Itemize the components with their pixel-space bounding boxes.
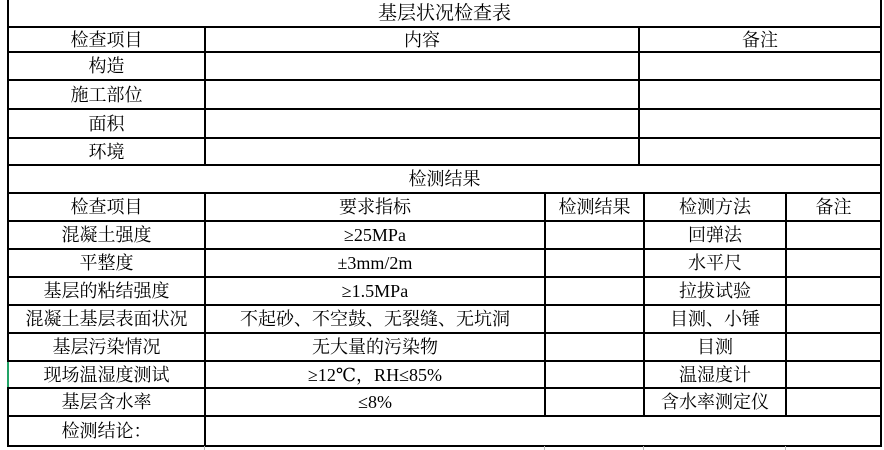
contamination-item-cell[interactable]: 基层污染情况: [9, 334, 206, 360]
concrete-strength-note-cell[interactable]: [787, 222, 880, 248]
structure-note-cell[interactable]: [640, 53, 880, 79]
row-bond-strength: [9, 278, 880, 306]
location-content-cell[interactable]: [206, 81, 640, 108]
bond-strength-method-cell[interactable]: 拉拔试验: [645, 278, 787, 304]
conclusion-row: [9, 417, 880, 445]
bond-strength-result-cell[interactable]: [546, 278, 645, 304]
structure-label-cell[interactable]: 构造: [9, 53, 206, 79]
flatness-spec-cell[interactable]: ±3mm/2m: [206, 250, 546, 276]
concrete-strength-result-cell[interactable]: [546, 222, 645, 248]
row-contamination: [9, 334, 880, 362]
row-surface-condition: [9, 306, 880, 334]
surface-condition-method-cell[interactable]: 目测、小锤: [645, 306, 787, 332]
contamination-note-cell[interactable]: [787, 334, 880, 360]
temp-humidity-note-cell[interactable]: [787, 362, 880, 387]
upper-header-item-cell[interactable]: 检查项目: [9, 28, 206, 51]
flatness-item-cell[interactable]: 平整度: [9, 250, 206, 276]
environment-label-cell[interactable]: 环境: [9, 139, 206, 164]
form-title-cell[interactable]: 基层状况检查表: [377, 2, 511, 24]
area-content-cell[interactable]: [206, 110, 640, 137]
section-header-row: [9, 166, 880, 194]
active-cell-indicator: [7, 362, 9, 387]
concrete-strength-spec-cell[interactable]: ≥25MPa: [206, 222, 546, 248]
temp-humidity-result-cell[interactable]: [546, 362, 645, 387]
row-flatness: [9, 250, 880, 278]
moisture-item-cell[interactable]: 基层含水率: [9, 389, 206, 415]
temp-humidity-method-cell[interactable]: 温湿度计: [645, 362, 787, 387]
lower-header-note-cell[interactable]: 备注: [815, 197, 852, 217]
lower-header-spec-cell[interactable]: 要求指标: [206, 194, 546, 220]
bond-strength-item-cell[interactable]: 基层的粘结强度: [9, 278, 206, 304]
location-label-cell[interactable]: 施工部位: [9, 81, 206, 108]
inspection-form-table: [7, 0, 882, 447]
flatness-note-cell[interactable]: [787, 250, 880, 276]
temp-humidity-spec-cell[interactable]: ≥12℃，RH≤85%: [206, 362, 546, 387]
upper-row-environment: [9, 139, 880, 166]
upper-row-location: [9, 81, 880, 110]
row-temp-humidity: [9, 362, 880, 389]
environment-content-cell[interactable]: [206, 139, 640, 164]
conclusion-value-cell[interactable]: [206, 417, 880, 445]
concrete-strength-item-cell[interactable]: 混凝土强度: [9, 222, 206, 248]
upper-header-note-cell[interactable]: 备注: [742, 29, 778, 50]
surface-condition-item-cell[interactable]: 混凝土基层表面状况: [9, 306, 206, 332]
upper-row-area: [9, 110, 880, 139]
upper-header-row: [9, 28, 880, 53]
structure-content-cell[interactable]: [206, 53, 640, 79]
title-row: [9, 0, 880, 28]
upper-row-structure: [9, 53, 880, 81]
contamination-method-cell[interactable]: 目测: [645, 334, 787, 360]
surface-condition-spec-cell[interactable]: 不起砂、不空鼓、无裂缝、无坑洞: [206, 306, 546, 332]
surface-condition-note-cell[interactable]: [787, 306, 880, 332]
temp-humidity-item-cell[interactable]: 现场温湿度测试: [9, 362, 206, 387]
moisture-result-cell[interactable]: [546, 389, 645, 415]
gridline-stub: [643, 446, 644, 450]
lower-header-row: [9, 194, 880, 222]
surface-condition-result-cell[interactable]: [546, 306, 645, 332]
environment-note-cell[interactable]: [640, 139, 880, 164]
row-moisture-content: [9, 389, 880, 417]
lower-header-result-cell[interactable]: 检测结果: [546, 194, 645, 220]
moisture-note-cell[interactable]: [787, 389, 880, 415]
upper-header-content-cell[interactable]: 内容: [206, 28, 640, 51]
location-note-cell[interactable]: [640, 81, 880, 108]
concrete-strength-method-cell[interactable]: 回弹法: [645, 222, 787, 248]
lower-header-item-cell[interactable]: 检查项目: [9, 194, 206, 220]
flatness-result-cell[interactable]: [546, 250, 645, 276]
flatness-method-cell[interactable]: 水平尺: [645, 250, 787, 276]
conclusion-label-cell[interactable]: 检测结论：: [9, 417, 206, 445]
bond-strength-spec-cell[interactable]: ≥1.5MPa: [206, 278, 546, 304]
moisture-method-cell[interactable]: 含水率测定仪: [645, 389, 787, 415]
row-concrete-strength: [9, 222, 880, 250]
gridline-stub: [544, 446, 545, 450]
moisture-spec-cell[interactable]: ≤8%: [206, 389, 546, 415]
section-title-cell[interactable]: 检测结果: [408, 169, 481, 189]
bond-strength-note-cell[interactable]: [787, 278, 880, 304]
contamination-spec-cell[interactable]: 无大量的污染物: [206, 334, 546, 360]
area-label-cell[interactable]: 面积: [9, 110, 206, 137]
gridline-stub: [204, 446, 205, 450]
gridline-stub: [785, 446, 786, 450]
contamination-result-cell[interactable]: [546, 334, 645, 360]
lower-header-method-cell[interactable]: 检测方法: [645, 194, 787, 220]
area-note-cell[interactable]: [640, 110, 880, 137]
